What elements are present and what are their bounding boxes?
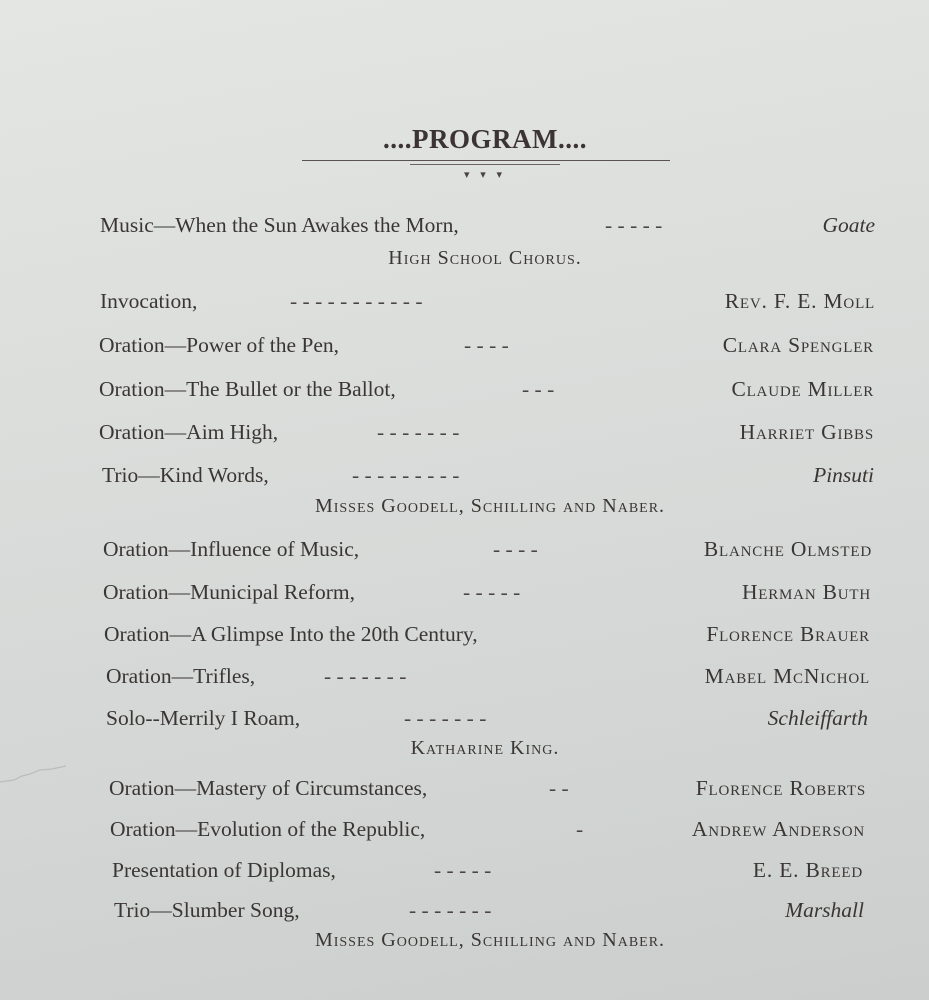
program-entry bbox=[110, 814, 865, 844]
performer-line: Katharine King. bbox=[410, 737, 560, 759]
program-entry bbox=[99, 417, 874, 447]
program-entry bbox=[103, 577, 871, 607]
program-entry bbox=[103, 534, 872, 564]
program-entry bbox=[99, 330, 874, 360]
entry-leader: - - - - - - - bbox=[324, 664, 407, 688]
entry-speaker: Rev. F. E. Moll bbox=[724, 289, 875, 313]
heading-rule-thin bbox=[410, 164, 560, 165]
entry-leader: - bbox=[576, 817, 584, 841]
program-entry bbox=[99, 374, 874, 404]
entry-title: Trio—Kind Words, bbox=[102, 463, 269, 487]
entry-title: Solo--Merrily I Roam, bbox=[106, 706, 301, 730]
entry-title: Music—When the Sun Awakes the Morn, bbox=[100, 213, 459, 237]
entry-title: Invocation, bbox=[100, 289, 198, 313]
entry-speaker: E. E. Breed bbox=[752, 858, 863, 882]
program-entry bbox=[112, 855, 863, 885]
entry-leader: - - - - - bbox=[463, 580, 521, 604]
entry-speaker: Clara Spengler bbox=[722, 333, 874, 357]
entry-title: Oration—Municipal Reform, bbox=[103, 580, 355, 604]
entry-speaker: Florence Brauer bbox=[706, 622, 870, 646]
performer-line: Misses Goodell, Schilling and Naber. bbox=[314, 495, 666, 517]
program-entry bbox=[106, 703, 868, 733]
entry-title: Oration—Aim High, bbox=[99, 420, 279, 444]
entry-speaker: Harriet Gibbs bbox=[739, 420, 874, 444]
entry-title: Oration—The Bullet or the Ballot, bbox=[99, 377, 396, 401]
entry-title: Oration—Influence of Music, bbox=[103, 537, 360, 561]
entry-speaker: Florence Roberts bbox=[695, 776, 866, 800]
entry-leader: - - - - - - - bbox=[404, 706, 487, 730]
program-entry bbox=[114, 895, 864, 925]
program-entry bbox=[102, 460, 874, 490]
entry-title: Oration—A Glimpse Into the 20th Century, bbox=[104, 622, 478, 646]
performer-line: Misses Goodell, Schilling and Naber. bbox=[314, 929, 666, 951]
program-entry bbox=[106, 661, 870, 691]
entry-leader: - - - - - - - bbox=[409, 898, 492, 922]
paper-crease bbox=[0, 760, 70, 790]
entry-leader: - - - - bbox=[493, 537, 538, 561]
entry-speaker: Claude Miller bbox=[731, 377, 874, 401]
entry-title: Oration—Power of the Pen, bbox=[99, 333, 340, 357]
entry-leader: - - - - - - - - - - - bbox=[290, 289, 423, 313]
program-entry bbox=[100, 210, 875, 240]
entry-leader: - - - - - - - bbox=[377, 420, 460, 444]
entry-title: Oration—Trifles, bbox=[106, 664, 256, 688]
entry-leader: - - - - bbox=[464, 333, 509, 357]
program-entry bbox=[104, 619, 870, 649]
entry-title: Oration—Evolution of the Republic, bbox=[110, 817, 426, 841]
entry-speaker: Mabel McNichol bbox=[704, 664, 870, 688]
entry-composer: Schleiffarth bbox=[767, 706, 868, 730]
entry-leader: - - - - - bbox=[434, 858, 492, 882]
entry-leader: - - bbox=[549, 776, 569, 800]
entry-leader: - - - - - bbox=[605, 213, 663, 237]
entry-leader: - - - bbox=[522, 377, 555, 401]
entry-composer: Marshall bbox=[785, 898, 864, 922]
entry-composer: Pinsuti bbox=[813, 463, 874, 487]
entry-composer: Goate bbox=[822, 213, 875, 237]
entry-leader: - - - - - - - - - bbox=[352, 463, 460, 487]
entry-title: Presentation of Diplomas, bbox=[112, 858, 336, 882]
entry-speaker: Blanche Olmsted bbox=[703, 537, 872, 561]
performer-line: High School Chorus. bbox=[388, 247, 582, 269]
entry-speaker: Andrew Anderson bbox=[691, 817, 865, 841]
entry-speaker: Herman Buth bbox=[741, 580, 871, 604]
entry-title: Oration—Mastery of Circumstances, bbox=[109, 776, 428, 800]
ornament-icon: ▾ ▾ ▾ bbox=[463, 169, 507, 181]
entry-title: Trio—Slumber Song, bbox=[114, 898, 300, 922]
program-entry bbox=[109, 773, 866, 803]
heading-rule bbox=[302, 160, 670, 161]
program-entry bbox=[100, 286, 875, 316]
program-heading: ....PROGRAM.... bbox=[383, 124, 587, 154]
